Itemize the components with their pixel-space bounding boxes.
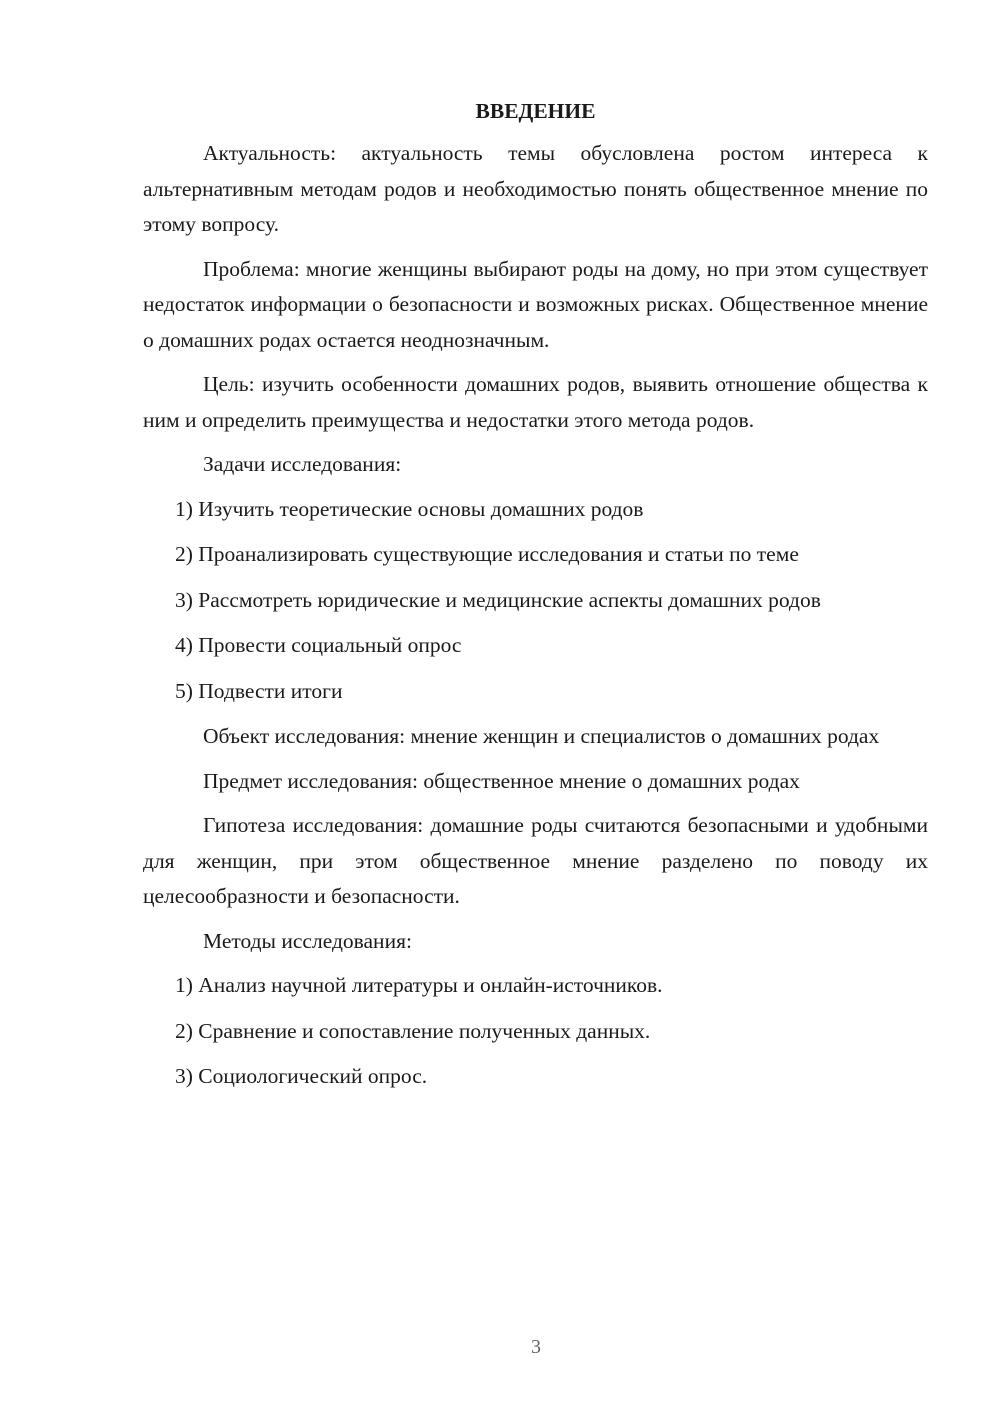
methods-heading: Методы исследования:	[203, 928, 412, 953]
tasks-heading: Задачи исследования:	[203, 452, 402, 476]
problem-paragraph: Проблема: многие женщины выбирают роды на дому, но при этом существует недостаток информации о безопасности и возможных рисках. Общественное мнение о домашних родах остается неоднозначным.	[143, 256, 928, 352]
task-item: 4) Провести социальный опрос	[175, 633, 462, 657]
method-item: 3) Социологический опрос.	[175, 1064, 428, 1088]
page-number: 3	[531, 1336, 541, 1358]
goal-paragraph: Цель: изучить особенности домашних родов, выявить отношение общества к ним и определить преимущества и недостатки этого метода родов.	[143, 372, 928, 432]
task-item: 2) Проанализировать существующие исследования и статьи по теме	[175, 542, 799, 566]
task-item: 5) Подвести итоги	[175, 678, 343, 703]
method-item: 1) Анализ научной литературы и онлайн-источников.	[175, 973, 663, 997]
task-item: 1) Изучить теоретические основы домашних родов	[175, 496, 644, 521]
section-title: ВВЕДЕНИЕ	[475, 99, 596, 123]
relevance-paragraph: Актуальность: актуальность темы обусловлена ростом интереса к альтернативным методам родов и необходимостью понять общественное мнение по этому вопросу.	[143, 141, 928, 236]
task-item: 3) Рассмотреть юридические и медицинские аспекты домашних родов	[175, 587, 821, 612]
page-content	[143, 96, 928, 1105]
method-item: 2) Сравнение и сопоставление полученных данных.	[175, 1018, 651, 1043]
hypothesis-paragraph: Гипотеза исследования: домашние роды считаются безопасными и удобными для женщин, при этом общественное мнение разделено по поводу их целесообразности и безопасности.	[143, 813, 928, 908]
object-paragraph: Объект исследования: мнение женщин и специалистов о домашних родах	[203, 724, 880, 748]
subject-paragraph: Предмет исследования: общественное мнение о домашних родах	[203, 768, 800, 793]
